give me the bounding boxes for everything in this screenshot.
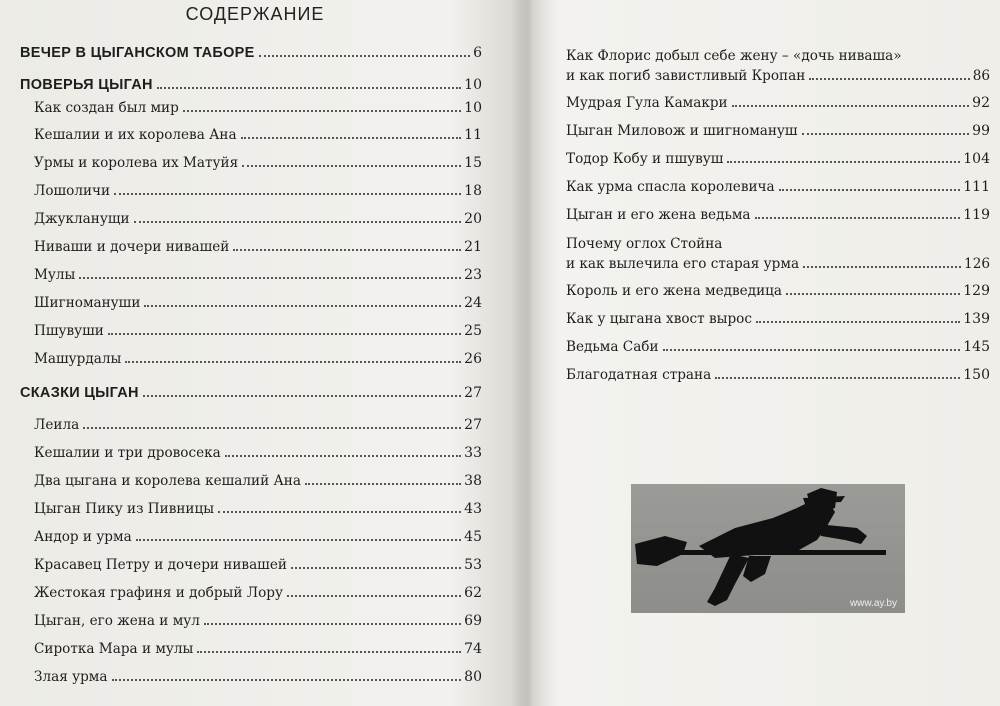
toc-entry <box>566 284 990 299</box>
toc-entry <box>34 352 482 367</box>
dot-leader <box>157 87 461 89</box>
page-number: 25 <box>464 323 482 339</box>
page-number: 15 <box>464 155 482 171</box>
dot-leader <box>715 377 960 379</box>
page-number: 26 <box>464 351 482 367</box>
page-number: 33 <box>464 445 482 461</box>
entry-title: и как вылечила его старая урма <box>566 256 800 272</box>
toc-entry <box>34 296 482 311</box>
page-number: 99 <box>972 123 990 139</box>
page-number: 119 <box>963 207 990 223</box>
entry-title: Тодор Кобу и пшувуш <box>566 151 724 167</box>
entry-title: Мудрая Гула Камакри <box>566 95 728 111</box>
page-number: 145 <box>963 339 990 355</box>
entry-title: ВЕЧЕР В ЦЫГАНСКОМ ТАБОРЕ <box>20 45 255 61</box>
entry-title: Цыган Пику из Пивницы <box>34 501 215 517</box>
toc-entry <box>34 184 482 199</box>
entry-title: Шигномануши <box>34 295 141 311</box>
toc-entry <box>34 101 482 116</box>
entry-title: и как погиб завистливый Кропан <box>566 68 806 84</box>
toc-entry <box>566 152 990 167</box>
entry-title: Злая урма <box>34 669 108 685</box>
page-number: 6 <box>473 45 482 61</box>
toc-entry <box>566 256 990 272</box>
toc-entry <box>566 340 990 355</box>
dot-leader <box>197 651 461 653</box>
entry-title: Цыган, его жена и мул <box>34 613 200 629</box>
dot-leader <box>134 221 462 223</box>
entry-title: СКАЗКИ ЦЫГАН <box>20 385 139 401</box>
toc-entry <box>566 236 990 272</box>
entry-title: Пшувуши <box>34 323 104 339</box>
toc-entry <box>566 68 990 84</box>
entry-title: Леила <box>34 417 80 433</box>
page-number: 69 <box>464 613 482 629</box>
dot-leader <box>112 679 462 681</box>
dot-leader <box>802 133 970 135</box>
page-number: 74 <box>464 641 482 657</box>
page-number: 80 <box>464 669 482 685</box>
dot-leader <box>291 567 461 569</box>
dot-leader <box>204 623 461 625</box>
page-number: 10 <box>464 77 482 93</box>
toc-entry <box>34 324 482 339</box>
toc-entry <box>34 642 482 657</box>
dot-leader <box>144 305 461 307</box>
dot-leader <box>125 361 461 363</box>
watermark-text: www.ay.by <box>849 598 897 609</box>
toc-entry <box>34 502 482 517</box>
toc-entry <box>566 96 990 111</box>
entry-title-line-1: Почему оглох Стойна <box>566 236 723 252</box>
page-number: 139 <box>963 311 990 327</box>
page-number: 111 <box>963 179 990 195</box>
entry-title: ПОВЕРЬЯ ЦЫГАН <box>20 77 153 93</box>
dot-leader <box>809 78 969 80</box>
book-gutter <box>510 0 550 706</box>
toc-entry <box>34 212 482 227</box>
dot-leader <box>803 266 961 268</box>
page-number: 62 <box>464 585 482 601</box>
entry-title: Красавец Петру и дочери нивашей <box>34 557 287 573</box>
page-number: 129 <box>963 283 990 299</box>
page-number: 126 <box>964 256 990 272</box>
dot-leader <box>287 595 461 597</box>
page-number: 23 <box>464 267 482 283</box>
page-number: 92 <box>972 95 990 111</box>
toc-entry <box>34 474 482 489</box>
page-number: 45 <box>464 529 482 545</box>
dot-leader <box>108 333 461 335</box>
toc-entry <box>34 586 482 601</box>
dot-leader <box>183 110 461 112</box>
entry-title: Мулы <box>34 267 76 283</box>
toc-entry <box>34 530 482 545</box>
entry-title: Машурдалы <box>34 351 122 367</box>
page-title: СОДЕРЖАНИЕ <box>185 4 325 24</box>
toc-entry <box>566 368 990 383</box>
page-number: 27 <box>464 385 482 401</box>
dot-leader <box>732 105 970 107</box>
witch-on-broom-silhouette-icon <box>631 484 905 613</box>
toc-entry <box>34 268 482 283</box>
entry-title: Два цыгана и королева кешалий Ана <box>34 473 301 489</box>
dot-leader <box>756 321 960 323</box>
entry-title: Как создан был мир <box>34 100 179 116</box>
dot-leader <box>786 293 960 295</box>
entry-title: Как у цыгана хвост вырос <box>566 311 752 327</box>
entry-title: Король и его жена медведица <box>566 283 782 299</box>
entry-title: Джукланущи <box>34 211 130 227</box>
dot-leader <box>727 161 960 163</box>
page-number: 86 <box>972 68 990 84</box>
dot-leader <box>755 217 961 219</box>
dot-leader <box>241 137 462 139</box>
toc-section-entry <box>20 46 482 61</box>
entry-title: Ведьма Саби <box>566 339 659 355</box>
entry-title: Андор и урма <box>34 529 132 545</box>
dot-leader <box>779 189 961 191</box>
page-number: 10 <box>464 100 482 116</box>
dot-leader <box>259 55 470 57</box>
toc-entry <box>34 128 482 143</box>
witch-on-broom-illustration <box>631 484 905 613</box>
toc-entry <box>34 614 482 629</box>
page-number: 43 <box>464 501 482 517</box>
toc-entry <box>34 240 482 255</box>
entry-title: Ниваши и дочери нивашей <box>34 239 230 255</box>
dot-leader <box>225 455 461 457</box>
entry-title: Благодатная страна <box>566 367 712 383</box>
entry-title-line-1: Как Флорис добыл себе жену – «дочь ниваша» <box>566 48 902 64</box>
page-number: 53 <box>464 557 482 573</box>
dot-leader <box>114 193 461 195</box>
toc-entry <box>566 180 990 195</box>
page-number: 21 <box>464 239 482 255</box>
page-number: 27 <box>464 417 482 433</box>
dot-leader <box>305 483 461 485</box>
dot-leader <box>233 249 461 251</box>
dot-leader <box>136 539 461 541</box>
toc-entry <box>566 124 990 139</box>
entry-title: Жестокая графиня и добрый Лору <box>34 585 283 601</box>
page-number: 20 <box>464 211 482 227</box>
entry-title: Урмы и королева их Матуйя <box>34 155 239 171</box>
toc-entry <box>34 670 482 685</box>
dot-leader <box>663 349 961 351</box>
toc-section-entry <box>20 386 482 401</box>
toc-entry <box>34 558 482 573</box>
dot-leader <box>218 511 461 513</box>
entry-title: Кешалии и их королева Ана <box>34 127 237 143</box>
toc-section-entry <box>20 78 482 93</box>
toc-entry <box>34 418 482 433</box>
page-number: 150 <box>963 367 990 383</box>
page-number: 24 <box>464 295 482 311</box>
toc-entry <box>34 446 482 461</box>
toc-entry <box>566 208 990 223</box>
dot-leader <box>143 395 461 397</box>
dot-leader <box>79 277 461 279</box>
toc-entry <box>566 48 990 84</box>
entry-title: Лошоличи <box>34 183 111 199</box>
page-number: 104 <box>963 151 990 167</box>
dot-leader <box>83 427 461 429</box>
entry-title: Как урма спасла королевича <box>566 179 775 195</box>
entry-title: Сиротка Мара и мулы <box>34 641 194 657</box>
entry-title: Цыган и его жена ведьма <box>566 207 751 223</box>
toc-entry <box>566 312 990 327</box>
page-number: 11 <box>464 127 482 143</box>
entry-title: Кешалии и три дровосека <box>34 445 221 461</box>
dot-leader <box>242 165 461 167</box>
toc-entry <box>34 156 482 171</box>
page-number: 38 <box>464 473 482 489</box>
entry-title: Цыган Миловож и шигномануш <box>566 123 798 139</box>
page-number: 18 <box>464 183 482 199</box>
